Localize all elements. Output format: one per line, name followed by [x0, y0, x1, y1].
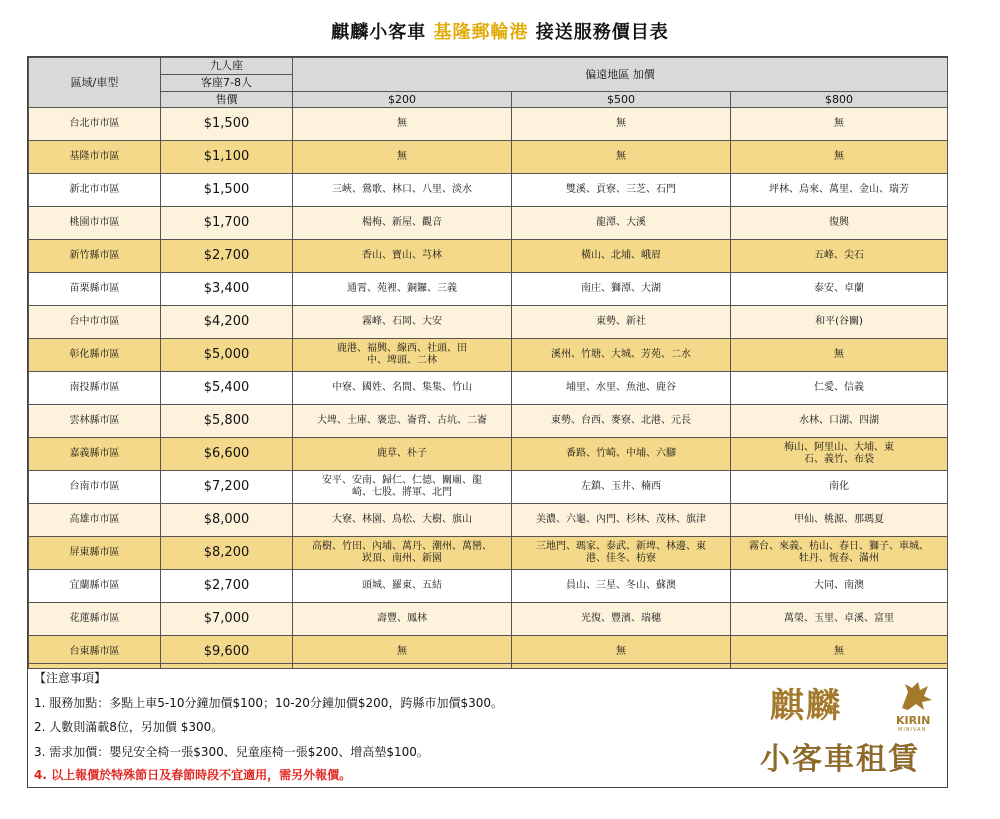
- surcharge-500-cell: 光復、豐濱、瑞穗: [512, 603, 731, 636]
- surcharge-800-cell: 坪林、烏來、萬里、金山、瑞芳: [731, 174, 948, 207]
- kirin-icon: [896, 678, 936, 714]
- surcharge-800-cell: 甲仙、桃源、那瑪夏: [731, 504, 948, 537]
- table-row: [29, 372, 948, 405]
- surcharge-500-cell: 番路、竹崎、中埔、六腳: [512, 438, 731, 471]
- surcharge-200-cell: 大寮、林園、鳥松、大樹、旗山: [293, 504, 512, 537]
- table-row: [29, 438, 948, 471]
- surcharge-500-cell: 三地門、瑪家、泰武、新埤、林邊、東港、佳冬、枋寮: [512, 537, 731, 570]
- region-cell: 台中市市區: [29, 306, 161, 339]
- table-row: [29, 240, 948, 273]
- surcharge-500-cell: 龍潭、大溪: [512, 207, 731, 240]
- region-cell: 屏東縣市區: [29, 537, 161, 570]
- surcharge-800-cell: 無: [731, 339, 948, 372]
- region-cell: 新竹縣市區: [29, 240, 161, 273]
- surcharge-800-cell: 泰安、卓蘭: [731, 273, 948, 306]
- table-row: [29, 471, 948, 504]
- header-sell-price: 售價: [161, 92, 293, 108]
- region-cell: 宜蘭縣市區: [29, 570, 161, 603]
- surcharge-500-cell: 橫山、北埔、峨眉: [512, 240, 731, 273]
- price-cell: $4,200: [161, 306, 293, 339]
- price-cell: $5,400: [161, 372, 293, 405]
- surcharge-200-cell: 中寮、國姓、名間、集集、竹山: [293, 372, 512, 405]
- header-vehicle-line2: 客座7-8人: [161, 75, 293, 92]
- surcharge-800-cell: 萬榮、玉里、卓溪、富里: [731, 603, 948, 636]
- note-item-warning: 4. 以上報價於特殊節日及春節時段不宜適用，需另外報價。: [34, 768, 352, 782]
- title-prefix: 麒麟小客車: [331, 22, 434, 43]
- surcharge-500-cell: 埔里、水里、魚池、鹿谷: [512, 372, 731, 405]
- surcharge-200-cell: 通霄、苑裡、銅鑼、三義: [293, 273, 512, 306]
- logo-brand: 麒麟: [770, 686, 842, 726]
- surcharge-500-cell: 溪州、竹塘、大城、芳苑、二水: [512, 339, 731, 372]
- surcharge-500-cell: 南庄、獅潭、大湖: [512, 273, 731, 306]
- surcharge-200-cell: 安平、安南、歸仁、仁德、關廟、龍崎、七股、將軍、北門: [293, 471, 512, 504]
- header-region: 區域/車型: [29, 58, 161, 108]
- region-cell: 花蓮縣市區: [29, 603, 161, 636]
- surcharge-200-cell: 頭城、羅東、五結: [293, 570, 512, 603]
- surcharge-800-cell: 無: [731, 636, 948, 669]
- company-logo: [750, 672, 940, 780]
- region-cell: 高雄市市區: [29, 504, 161, 537]
- surcharge-800-cell: 無: [731, 141, 948, 174]
- surcharge-500-cell: 雙溪、貢寮、三芝、石門: [512, 174, 731, 207]
- region-cell: 嘉義縣市區: [29, 438, 161, 471]
- price-cell: $8,200: [161, 537, 293, 570]
- price-table: [28, 57, 948, 669]
- surcharge-800-cell: 水林、口湖、四湖: [731, 405, 948, 438]
- table-row: [29, 108, 948, 141]
- header-tier-500: $500: [512, 92, 731, 108]
- surcharge-500-cell: 東勢、台西、麥寮、北港、元長: [512, 405, 731, 438]
- region-cell: 南投縣市區: [29, 372, 161, 405]
- surcharge-200-cell: 香山、寶山、芎林: [293, 240, 512, 273]
- surcharge-800-cell: 梅山、阿里山、大埔、東石、義竹、布袋: [731, 438, 948, 471]
- note-item: 1. 服務加點：多點上車5-10分鐘加價$100；10-20分鐘加價$200，跨縣市加價$300。: [34, 696, 503, 710]
- price-cell: $2,700: [161, 240, 293, 273]
- surcharge-500-cell: 左鎮、玉井、楠西: [512, 471, 731, 504]
- notes-section: [28, 663, 947, 788]
- surcharge-800-cell: 五峰、尖石: [731, 240, 948, 273]
- price-cell: $8,000: [161, 504, 293, 537]
- region-cell: 雲林縣市區: [29, 405, 161, 438]
- price-cell: $9,600: [161, 636, 293, 669]
- surcharge-200-cell: 無: [293, 636, 512, 669]
- price-cell: $3,400: [161, 273, 293, 306]
- table-row: [29, 273, 948, 306]
- region-cell: 新北市市區: [29, 174, 161, 207]
- surcharge-200-cell: 高樹、竹田、內埔、萬丹、潮州、萬巒、崁頂、南州、新園: [293, 537, 512, 570]
- surcharge-500-cell: 員山、三星、冬山、蘇澳: [512, 570, 731, 603]
- region-cell: 台北市市區: [29, 108, 161, 141]
- surcharge-800-cell: 復興: [731, 207, 948, 240]
- price-cell: $1,700: [161, 207, 293, 240]
- surcharge-500-cell: 東勢、新社: [512, 306, 731, 339]
- surcharge-200-cell: 霧峰、石岡、大安: [293, 306, 512, 339]
- surcharge-500-cell: 無: [512, 108, 731, 141]
- surcharge-800-cell: 和平(谷關): [731, 306, 948, 339]
- region-cell: 苗栗縣市區: [29, 273, 161, 306]
- header-vehicle-line1: 九人座: [161, 58, 293, 75]
- note-item: 2. 人數則滿載8位，另加價 $300。: [34, 720, 224, 734]
- surcharge-200-cell: 大埤、土庫、褒忠、崙背、古坑、二崙: [293, 405, 512, 438]
- price-cell: $1,500: [161, 108, 293, 141]
- price-cell: $1,100: [161, 141, 293, 174]
- surcharge-800-cell: 無: [731, 108, 948, 141]
- title-highlight: 基隆郵輪港: [433, 22, 529, 43]
- surcharge-500-cell: 美濃、六龜、內門、杉林、茂林、旗津: [512, 504, 731, 537]
- region-cell: 彰化縣市區: [29, 339, 161, 372]
- table-row: [29, 306, 948, 339]
- surcharge-200-cell: 無: [293, 141, 512, 174]
- price-cell: $5,800: [161, 405, 293, 438]
- logo-kirin: KIRIN: [896, 714, 931, 727]
- region-cell: 台南市市區: [29, 471, 161, 504]
- price-cell: $7,200: [161, 471, 293, 504]
- table-row: [29, 603, 948, 636]
- table-row: [29, 405, 948, 438]
- table-row: [29, 570, 948, 603]
- surcharge-500-cell: 無: [512, 636, 731, 669]
- table-row: [29, 207, 948, 240]
- surcharge-200-cell: 無: [293, 108, 512, 141]
- logo-subtitle: 小客車租賃: [760, 742, 920, 777]
- surcharge-200-cell: 鹿草、朴子: [293, 438, 512, 471]
- price-cell: $6,600: [161, 438, 293, 471]
- price-cell: $5,000: [161, 339, 293, 372]
- surcharge-800-cell: 南化: [731, 471, 948, 504]
- price-cell: $1,500: [161, 174, 293, 207]
- surcharge-500-cell: 無: [512, 141, 731, 174]
- notes-heading: 【注意事項】: [34, 671, 107, 685]
- table-row: [29, 339, 948, 372]
- price-list-frame: [27, 56, 948, 788]
- surcharge-200-cell: 楊梅、新屋、觀音: [293, 207, 512, 240]
- region-cell: 台東縣市區: [29, 636, 161, 669]
- header-tier-800: $800: [731, 92, 948, 108]
- note-item: 3. 需求加價：嬰兒安全椅一張$300、兒童座椅一張$200、增高墊$100。: [34, 745, 429, 759]
- region-cell: 基隆市市區: [29, 141, 161, 174]
- surcharge-800-cell: 仁愛、信義: [731, 372, 948, 405]
- logo-minivan: MINIVAN: [898, 727, 927, 733]
- table-row: [29, 504, 948, 537]
- title-suffix: 接送服務價目表: [528, 22, 669, 43]
- page-title: [0, 18, 1000, 44]
- price-cell: $7,000: [161, 603, 293, 636]
- header-tier-200: $200: [293, 92, 512, 108]
- surcharge-800-cell: 大同、南澳: [731, 570, 948, 603]
- price-cell: $2,700: [161, 570, 293, 603]
- surcharge-800-cell: 霧台、來義、枋山、春日、獅子、車城、牡丹、恆春、滿州: [731, 537, 948, 570]
- table-row: [29, 174, 948, 207]
- region-cell: 桃園市市區: [29, 207, 161, 240]
- surcharge-200-cell: 三峽、鶯歌、林口、八里、淡水: [293, 174, 512, 207]
- surcharge-200-cell: 壽豐、鳳林: [293, 603, 512, 636]
- table-row: [29, 141, 948, 174]
- table-row: [29, 537, 948, 570]
- header-remote-surcharge: 偏遠地區 加價: [293, 58, 948, 92]
- surcharge-200-cell: 鹿港、福興、線西、社頭、田中、埤頭、二林: [293, 339, 512, 372]
